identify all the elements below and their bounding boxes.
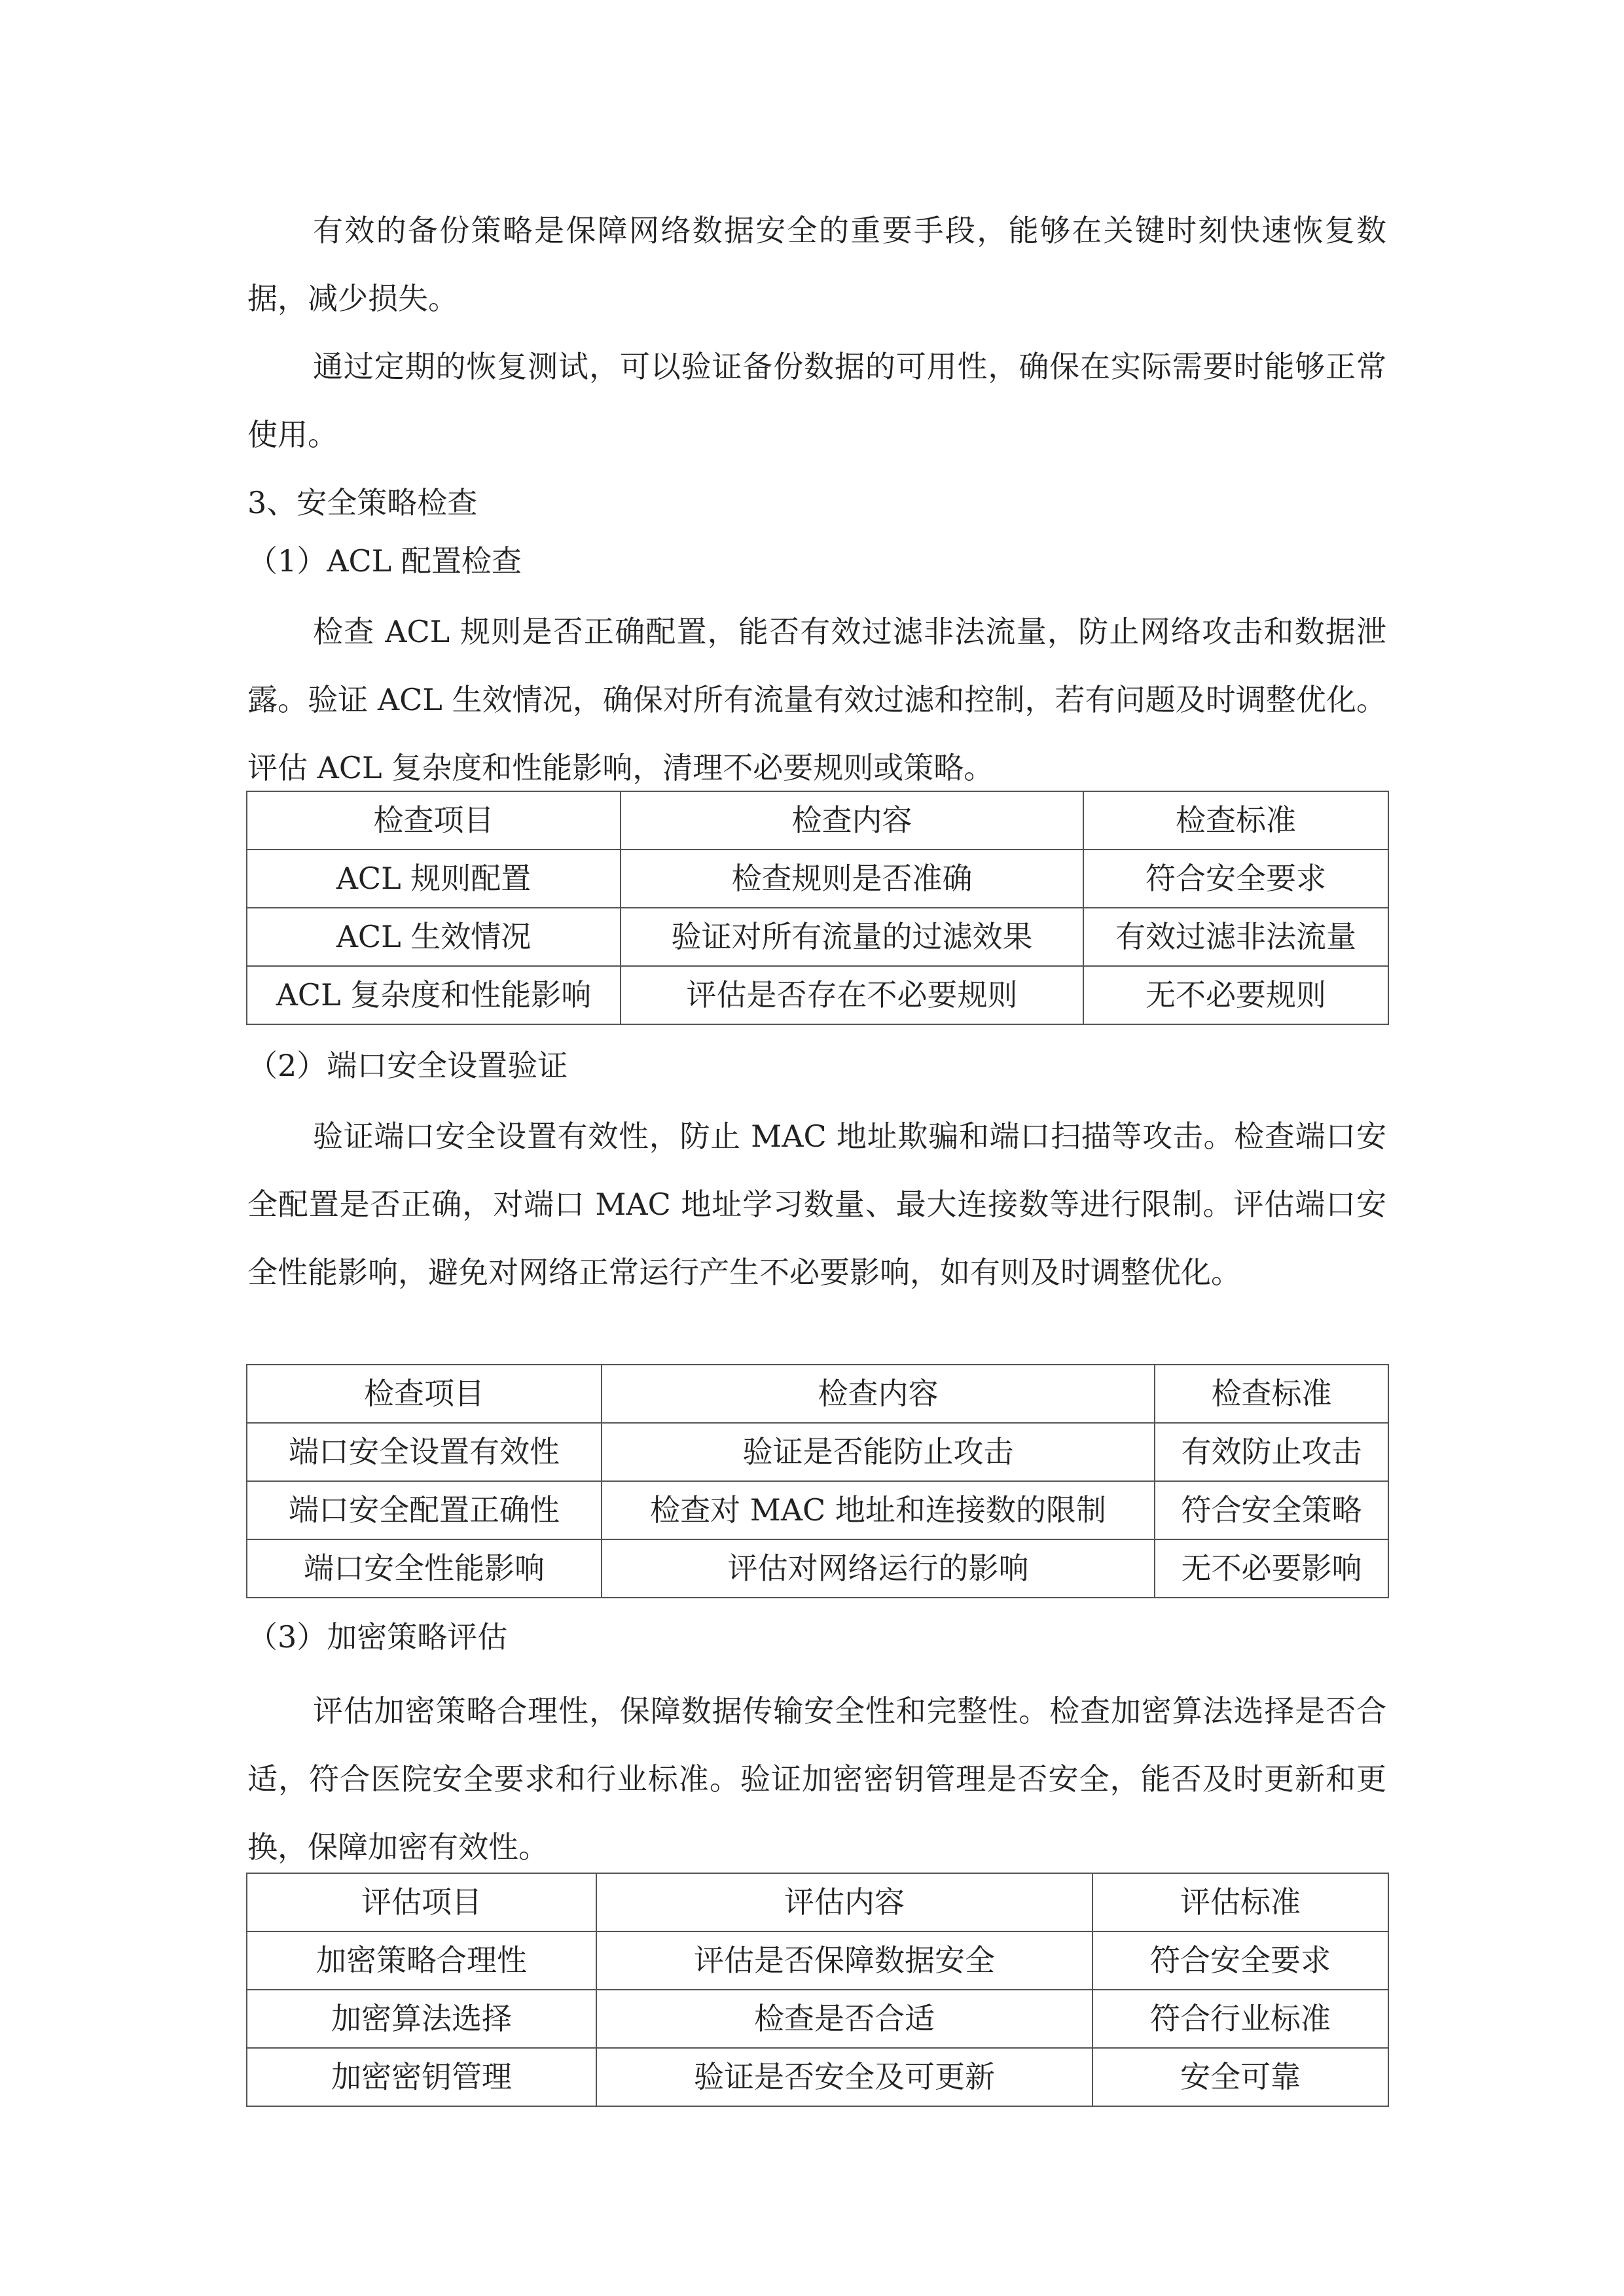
table-cell: 检查是否合适 (596, 1990, 1092, 2048)
acl-table (246, 791, 1389, 1025)
table-cell: 检查规则是否准确 (621, 850, 1083, 908)
table-cell: ACL 规则配置 (247, 850, 621, 908)
encryption-heading: （3）加密策略评估 (247, 1619, 508, 1655)
port-heading: （2）端口安全设置验证 (247, 1048, 568, 1083)
table-cell: 评估是否存在不必要规则 (621, 966, 1083, 1024)
intro-paragraph-restore-test: 通过定期的恢复测试，可以验证备份数据的可用性，确保在实际需要时能够正常使用。 (247, 349, 1386, 452)
table-row (247, 1990, 1388, 2048)
header-cell: 检查标准 (1155, 1365, 1388, 1423)
header-cell: 检查项目 (247, 1365, 602, 1423)
encryption-table (246, 1873, 1389, 2107)
table-row (247, 2048, 1388, 2106)
table-row (247, 1481, 1388, 1539)
port-paragraph: 验证端口安全设置有效性，防止 MAC 地址欺骗和端口扫描等攻击。检查端口安全配置是否正确，对端口 MAC 地址学习数量、最大连接数等进行限制。评估端口安全性能影响，避免对网络正常运行产生不必要影响，如有则及时调整优化。 (247, 1119, 1386, 1290)
table-cell: 评估是否保障数据安全 (596, 1931, 1092, 1990)
table-header-row (247, 1365, 1388, 1423)
table-cell: 验证是否能防止攻击 (602, 1423, 1155, 1481)
header-cell: 评估标准 (1092, 1873, 1388, 1931)
table-cell: 符合安全要求 (1083, 850, 1388, 908)
table-cell: 端口安全配置正确性 (247, 1481, 602, 1539)
table-cell: 安全可靠 (1092, 2048, 1388, 2106)
table-row (247, 1423, 1388, 1481)
table-cell: 有效过滤非法流量 (1083, 908, 1388, 966)
table-cell: 验证是否安全及可更新 (596, 2048, 1092, 2106)
table-cell: 验证对所有流量的过滤效果 (621, 908, 1083, 966)
table-cell: 加密密钥管理 (247, 2048, 596, 2106)
header-cell: 检查内容 (602, 1365, 1155, 1423)
table-row (247, 966, 1388, 1024)
header-cell: 检查标准 (1083, 791, 1388, 850)
table-cell: ACL 生效情况 (247, 908, 621, 966)
table-cell: 评估对网络运行的影响 (602, 1539, 1155, 1598)
table-row (247, 1539, 1388, 1598)
encryption-paragraph: 评估加密策略合理性，保障数据传输安全性和完整性。检查加密算法选择是否合适，符合医院安全要求和行业标准。验证加密密钥管理是否安全，能否及时更新和更换，保障加密有效性。 (247, 1693, 1386, 1865)
header-cell: 评估项目 (247, 1873, 596, 1931)
table-header-row (247, 791, 1388, 850)
table-cell: 符合行业标准 (1092, 1990, 1388, 2048)
table-cell: 端口安全设置有效性 (247, 1423, 602, 1481)
table-cell: 检查对 MAC 地址和连接数的限制 (602, 1481, 1155, 1539)
acl-heading: （1）ACL 配置检查 (247, 543, 522, 579)
table-cell: ACL 复杂度和性能影响 (247, 966, 621, 1024)
table-header-row (247, 1873, 1388, 1931)
table-row (247, 1931, 1388, 1990)
table-cell: 符合安全要求 (1092, 1931, 1388, 1990)
table-cell: 符合安全策略 (1155, 1481, 1388, 1539)
table-cell: 有效防止攻击 (1155, 1423, 1388, 1481)
table-row (247, 850, 1388, 908)
header-cell: 评估内容 (596, 1873, 1092, 1931)
table-cell: 端口安全性能影响 (247, 1539, 602, 1598)
acl-paragraph: 检查 ACL 规则是否正确配置，能否有效过滤非法流量，防止网络攻击和数据泄露。验证 ACL 生效情况，确保对所有流量有效过滤和控制，若有问题及时调整优化。评估 ACL 复杂度和性能影响，清理不必要规则或策略。 (247, 614, 1386, 785)
intro-paragraph-backup: 有效的备份策略是保障网络数据安全的重要手段，能够在关键时刻快速恢复数据，减少损失。 (247, 213, 1386, 316)
table-cell: 加密算法选择 (247, 1990, 596, 2048)
table-cell: 无不必要影响 (1155, 1539, 1388, 1598)
header-cell: 检查项目 (247, 791, 621, 850)
header-cell: 检查内容 (621, 791, 1083, 850)
table-cell: 无不必要规则 (1083, 966, 1388, 1024)
table-cell: 加密策略合理性 (247, 1931, 596, 1990)
port-table (246, 1364, 1389, 1598)
section-title: 3、安全策略检查 (247, 485, 478, 520)
table-row (247, 908, 1388, 966)
